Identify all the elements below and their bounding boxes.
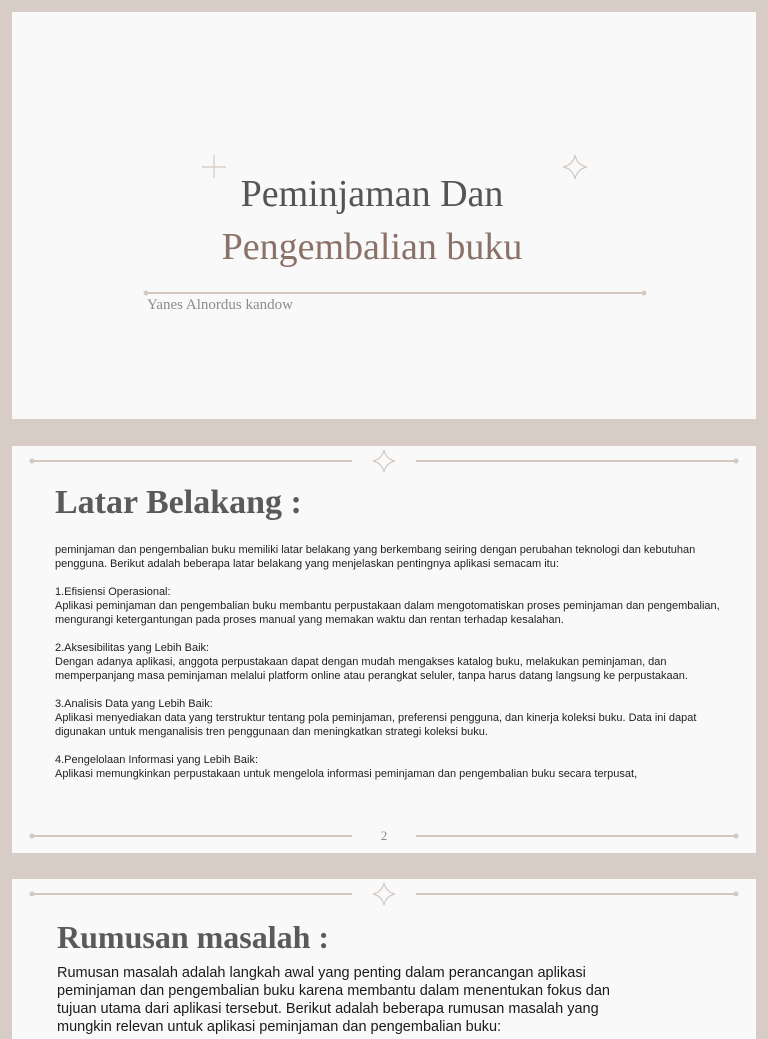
slide-heading: Rumusan masalah : <box>57 919 330 955</box>
author-name: Yanes Alnordus kandow <box>147 297 293 313</box>
point-paragraph: 4.Pengelolaan Informasi yang Lebih Baik: Aplikasi memungkinkan perpustakaan untuk mengelola informasi peminjaman dan pengembalian buku secara terpusat, <box>55 754 638 780</box>
slide-body <box>55 543 723 795</box>
title-line-1: Peminjaman Dan <box>240 173 504 215</box>
point-paragraph: 1.Efisiensi Operasional: Aplikasi peminjaman dan pengembalian buku membantu perpustakaan dalam mengotomatiskan proses peminjaman dan pengembalian, mengurangi ketergantungan pada proses manual yang memakan waktu dan rentan terhadap kesalahan. <box>55 586 720 626</box>
four-point-star-icon <box>373 883 395 905</box>
page-number: 2 <box>380 828 388 843</box>
top-divider <box>30 892 739 897</box>
background-slide <box>12 446 756 853</box>
title-slide <box>12 12 756 419</box>
problem-statement-slide <box>12 879 756 1039</box>
slide-heading: Latar Belakang : <box>55 484 302 521</box>
title-line-2: Pengembalian buku <box>221 226 523 268</box>
point-paragraph: 3.Analisis Data yang Lebih Baik: Aplikasi menyediakan data yang terstruktur tentang pola peminjaman, preferensi pengguna, dan kinerja koleksi buku. Data ini dapat digunakan untuk menganalisis tren penggunaan dan meningkatkan strategi koleksi buku. <box>55 698 697 738</box>
point-paragraph: 2.Aksesibilitas yang Lebih Baik: Dengan adanya aplikasi, anggota perpustakaan dapat dengan mudah mengakses katalog buku, melakukan peminjaman, dan memperpanjang masa peminjaman melalui platform online atau perangkat seluler, tanpa harus datang langsung ke perpustakaan. <box>55 642 688 682</box>
intro-paragraph: peminjaman dan pengembalian buku memiliki latar belakang yang berkembang seiring dengan perubahan teknologi dan kebutuhan pengguna. Berikut adalah beberapa latar belakang yang menjelaskan pentingnya aplikasi semacam itu: <box>55 544 696 570</box>
slide-body: Rumusan masalah adalah langkah awal yang penting dalam perancangan aplikasi peminjaman dan pengembalian buku karena membantu dalam menentukan fokus dan tujuan utama dari aplikasi tersebut. Berikut adalah beberapa rumusan masalah yang mungkin relevan untuk aplikasi peminjaman dan pengembalian buku: <box>57 965 610 1035</box>
top-divider <box>30 459 739 464</box>
four-point-star-icon <box>373 450 395 472</box>
